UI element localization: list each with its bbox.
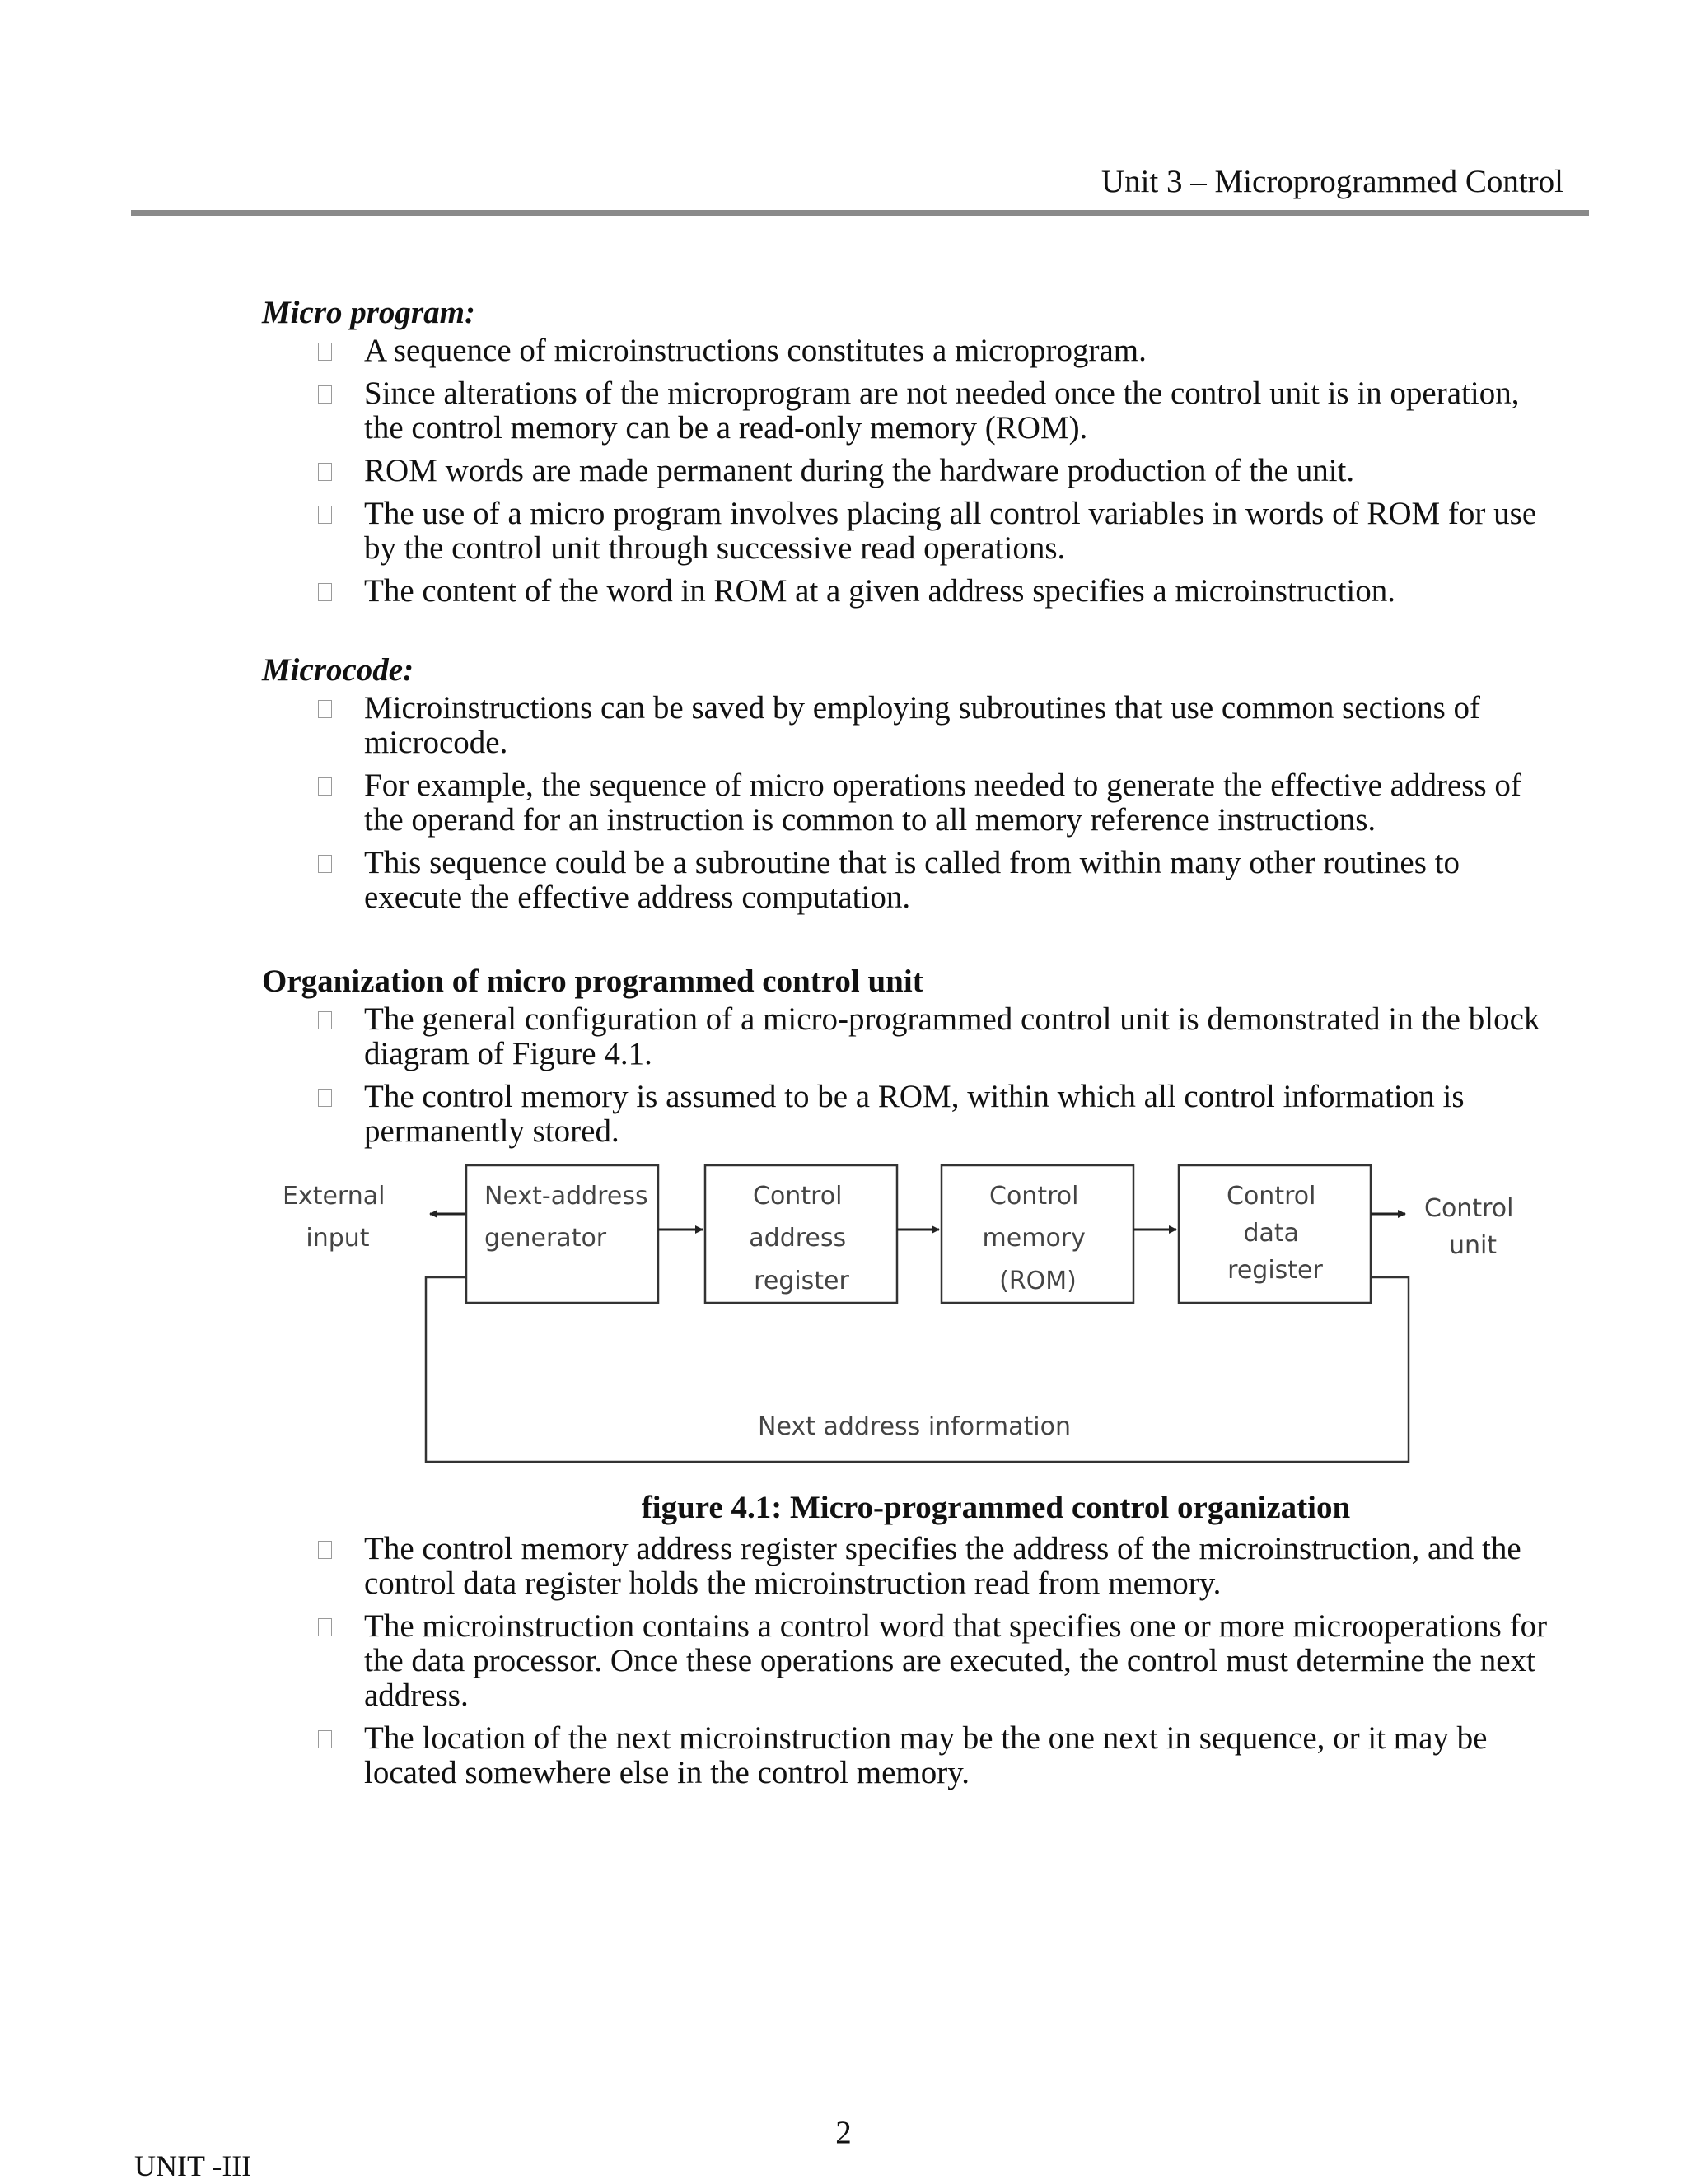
bullet-box-icon xyxy=(318,700,332,718)
bullet-list-micro-program xyxy=(262,334,1563,609)
main-content xyxy=(262,292,1563,1149)
list-item: The use of a micro program involves placing all control variables in words of ROM for use by the control unit through successive read operations. xyxy=(262,497,1563,566)
list-item: A sequence of microinstructions constitutes a microprogram. xyxy=(262,334,1563,368)
header-rule xyxy=(131,210,1589,216)
bullet-box-icon xyxy=(318,855,332,873)
list-item: The location of the next microinstruction may be the one next in sequence, or it may be located somewhere else in the control memory. xyxy=(262,1721,1563,1790)
figure-caption: figure 4.1: Micro-programmed control organization xyxy=(641,1490,1351,1525)
section-title-microcode: Microcode: xyxy=(262,652,414,688)
bullet-box-icon xyxy=(318,343,332,361)
section-title-organization: Organization of micro programmed control unit xyxy=(262,964,923,999)
bullet-list-organization xyxy=(262,1002,1563,1149)
bullet-list-after-figure xyxy=(262,1532,1563,1790)
bullet-box-icon xyxy=(318,1011,332,1029)
bullet-box-icon xyxy=(318,777,332,796)
bullet-list-microcode xyxy=(262,691,1563,915)
bullet-box-icon xyxy=(318,583,332,601)
list-item: The content of the word in ROM at a given address specifies a microinstruction. xyxy=(262,574,1563,609)
list-item: The microinstruction contains a control word that specifies one or more microoperations for the data processor. Once these operations are executed, the control must determine the next address. xyxy=(262,1609,1563,1713)
list-item: For example, the sequence of micro operations needed to generate the effective address of the operand for an instruction is common to all memory reference instructions. xyxy=(262,768,1563,838)
after-figure-content xyxy=(262,1532,1563,1790)
bullet-box-icon xyxy=(318,1618,332,1636)
control-unit-label: Control unit xyxy=(1424,1194,1514,1260)
bullet-box-icon xyxy=(318,1541,332,1559)
next-address-generator-label: Next-address generator xyxy=(484,1182,648,1253)
bullet-box-icon xyxy=(318,1730,332,1748)
list-item: The general configuration of a micro-programmed control unit is demonstrated in the block diagram of Figure 4.1. xyxy=(262,1002,1563,1071)
list-item: ROM words are made permanent during the hardware production of the unit. xyxy=(262,454,1563,488)
page-header-title: Unit 3 – Microprogrammed Control xyxy=(1101,164,1563,199)
footer-unit-label: UNIT -III xyxy=(134,2149,252,2182)
bullet-box-icon xyxy=(318,506,332,524)
section-title-micro-program: Micro program: xyxy=(262,295,475,330)
page-number: 2 xyxy=(835,2115,852,2150)
control-memory-label: Control memory (ROM) xyxy=(982,1182,1086,1295)
control-data-register-label: Control data register xyxy=(1227,1182,1323,1285)
bullet-box-icon xyxy=(318,385,332,404)
list-item: The control memory is assumed to be a ROM, within which all control information is permanently stored. xyxy=(262,1080,1563,1149)
list-item: Microinstructions can be saved by employing subroutines that use common sections of microcode. xyxy=(262,691,1563,760)
bullet-box-icon xyxy=(318,463,332,481)
list-item: This sequence could be a subroutine that is called from within many other routines to execute the effective address computation. xyxy=(262,846,1563,915)
external-input-label: External input xyxy=(282,1182,386,1253)
bullet-box-icon xyxy=(318,1089,332,1107)
list-item: Since alterations of the microprogram are not needed once the control unit is in operation, the control memory can be a read-only memory (ROM). xyxy=(262,376,1563,446)
list-item: The control memory address register specifies the address of the microinstruction, and the control data register holds the microinstruction read from memory. xyxy=(262,1532,1563,1601)
feedback-label: Next address information xyxy=(758,1412,1071,1441)
block-diagram xyxy=(272,1157,1557,1470)
control-address-register-label: Control address register xyxy=(749,1182,849,1295)
